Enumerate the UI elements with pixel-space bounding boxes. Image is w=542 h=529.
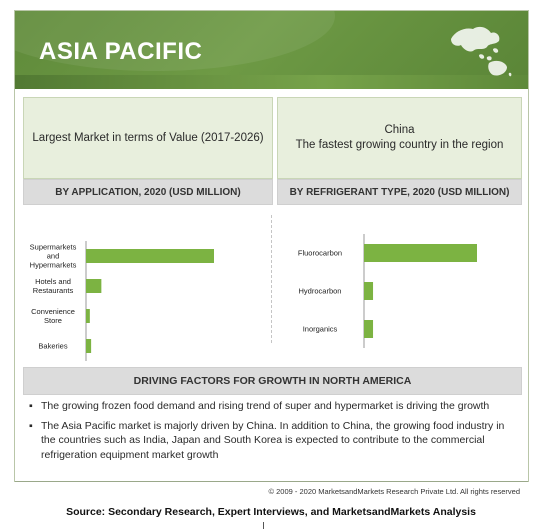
bar-2 <box>86 309 90 323</box>
category-label-2: Inorganics <box>302 324 338 334</box>
category-label-0: Hypermarkets <box>29 260 77 270</box>
bar-3 <box>86 339 91 353</box>
application-bar-chart <box>23 221 268 351</box>
bar-0 <box>364 244 477 262</box>
driving-factor-text: The growing frozen food demand and rising trend of super and hypermarket is driving the growth <box>41 400 490 412</box>
bullet-square-icon: ▪ <box>29 419 33 432</box>
banner-title: ASIA PACIFIC <box>39 38 203 65</box>
category-label-1: Restaurants <box>32 286 74 295</box>
bar-0 <box>86 249 214 263</box>
infographic-frame <box>14 10 529 496</box>
chart-divider <box>271 215 272 343</box>
driving-factor-item <box>25 419 520 463</box>
bar-2 <box>364 320 373 338</box>
driving-factor-item <box>25 399 520 414</box>
category-label-1: Hydrocarbon <box>298 286 342 296</box>
refrigerant-bar-chart <box>277 221 522 351</box>
fastest-country-name: China <box>384 124 415 136</box>
asia-pacific-map-icon <box>443 17 515 81</box>
region-banner <box>15 11 528 89</box>
fastest-country-text: The fastest growing country in the region <box>295 139 504 151</box>
largest-market-text: Largest Market in terms of Value (2017-2026) <box>32 131 264 144</box>
refrigerant-section-header: BY REFRIGERANT TYPE, 2020 (USD MILLION) <box>277 179 522 205</box>
bar-1 <box>86 279 101 293</box>
copyright-text: © 2009 - 2020 MarketsandMarkets Research Private Ltd. All rights reserved <box>268 487 520 496</box>
category-label-0: Supermarkets <box>29 242 77 252</box>
largest-market-box <box>23 97 273 179</box>
source-note: Source: Secondary Research, Expert Interviews, and MarketsandMarkets Analysis <box>66 506 476 518</box>
driving-factor-text: The Asia Pacific market is majorly driven by China. In addition to China, the growing food industry in the countries such as India, Japan and South Korea is expected to contribute to the commercial refrigeration equipment market growth <box>41 419 505 461</box>
category-label-0: and <box>46 251 60 261</box>
page-tick-mark <box>263 522 264 529</box>
category-label-3: Bakeries <box>38 341 68 351</box>
bullet-square-icon: ▪ <box>29 400 33 412</box>
category-label-2: Convenience <box>31 307 75 316</box>
fastest-growing-box <box>277 97 522 179</box>
category-label-1: Hotels and <box>35 277 71 286</box>
category-label-0: Fluorocarbon <box>297 248 343 258</box>
application-section-header: BY APPLICATION, 2020 (USD MILLION) <box>23 179 273 205</box>
bar-1 <box>364 282 373 300</box>
category-label-2: Store <box>44 316 62 325</box>
footer-rule <box>15 481 528 483</box>
driving-factors-list <box>25 399 520 467</box>
driving-factors-header: DRIVING FACTORS FOR GROWTH IN NORTH AMERICA <box>23 367 522 395</box>
